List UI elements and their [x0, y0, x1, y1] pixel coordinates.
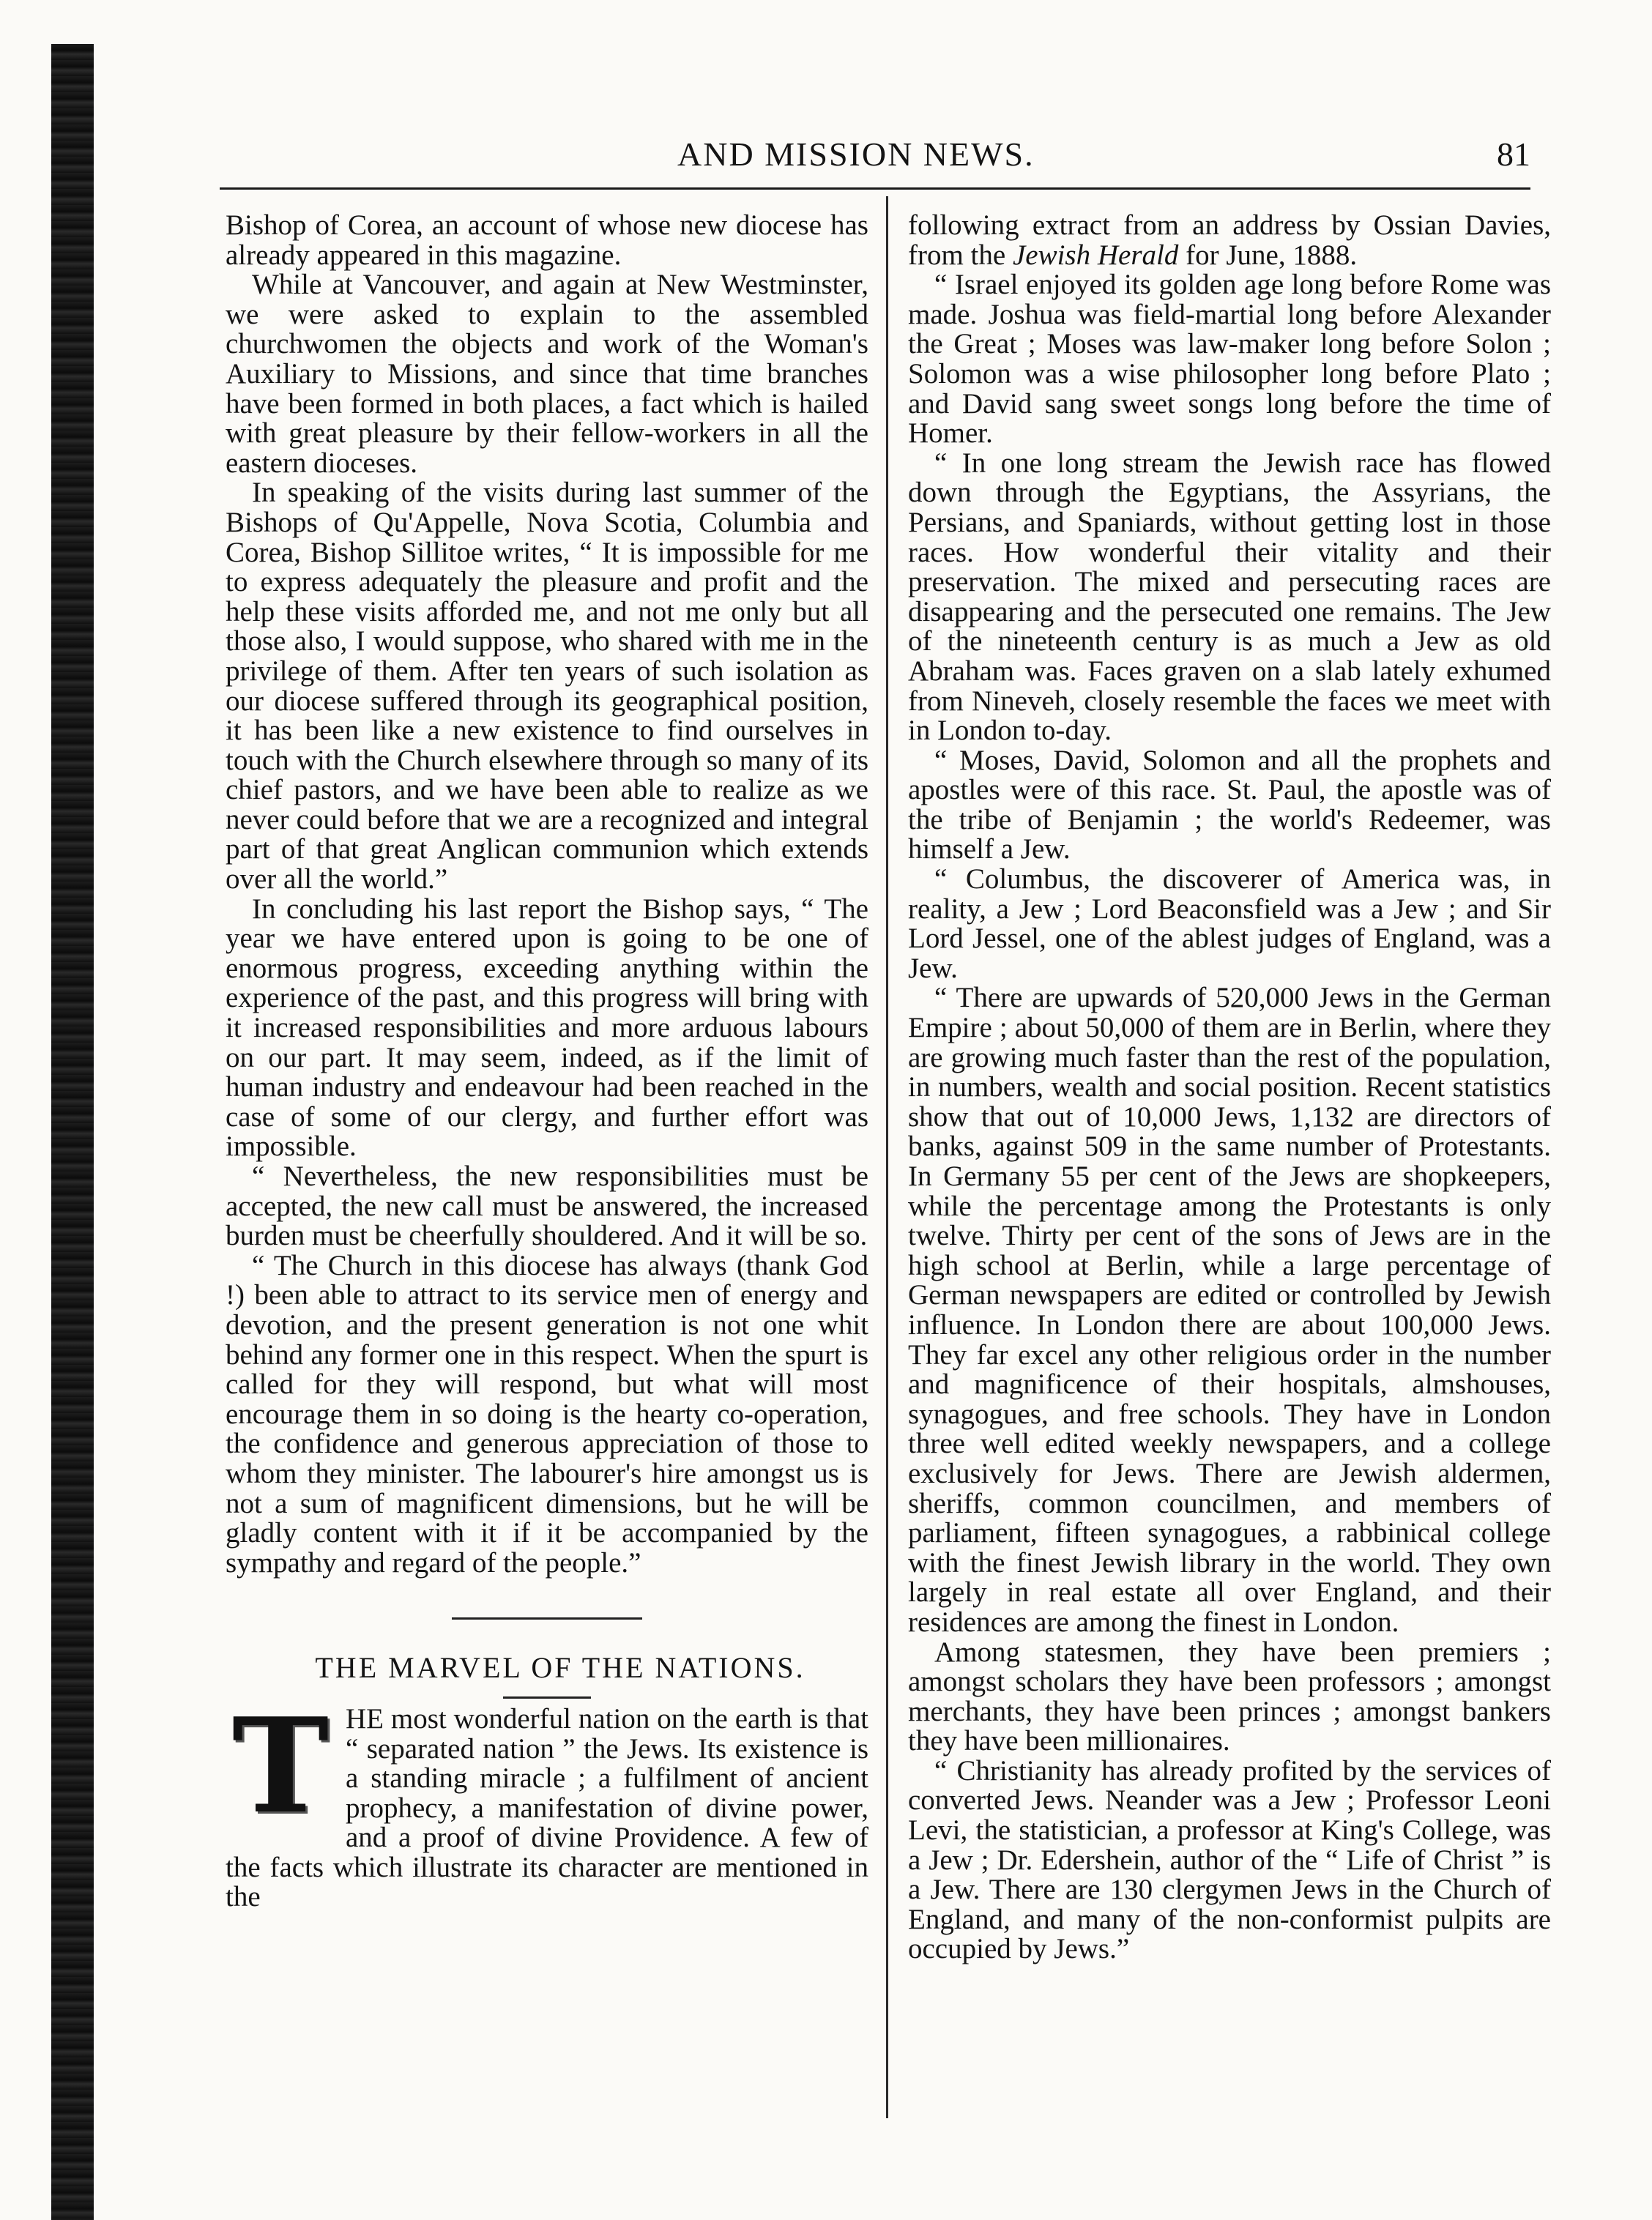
intro-paragraph — [908, 211, 1551, 270]
right-column — [908, 211, 1551, 1964]
paragraph: “ There are upwards of 520,000 Jews in the German Empire ; about 50,000 of them are in Berlin, where they are growing much faster than the rest of the population, in numbers, wealth and social position. Recent statistics show that out of 10,000 Jews, 1,132 are directors of banks, against 509 in the same number of Protestants. In Germany 55 per cent of the Jews are shopkeepers, while the percentage among the Protestants is only twelve. Thirty per cent of the sons of Jews are in the high school at Berlin, while a large percentage of German newspapers are edited or controlled by Jewish influence. In London there are about 100,000 Jews. They far excel any other religious order in the number and magnificence of their hospitals, almshouses, synagogues, and free schools. They have in London three well edited weekly newspapers, and a college exclusively for Jews. There are Jewish aldermen, sheriffs, common councilmen, and members of parliament, fifteen synagogues, a rabbinical college with the finest Jewish library in the world. They own largely in real estate all over England, and their residences are among the finest in London. — [908, 982, 1551, 1638]
intro-date: for June, 1888. — [1178, 239, 1358, 271]
paragraph: “ Nevertheless, the new responsibilities must be accepted, the new call must be answered, the increased burden must be cheerfully shouldered. And it will be so. — [226, 1161, 868, 1252]
paragraph: “ The Church in this diocese has always (thank God !) been able to attract to its service men of energy and devotion, and the present generation is not one whit behind any former one in this respect. When the spurt is called for they will respond, but what will most encourage them in so doing is the hearty co-operation, the confidence and generous appreciation of those to whom they minister. The labourer's hire amongst us is not a sum of magnificent dimensions, but he will be gladly content with it if it be accompanied by the sympathy and regard of the people.” — [226, 1249, 868, 1579]
drop-cap: T — [231, 1688, 330, 1842]
running-header — [220, 132, 1530, 183]
column-divider — [886, 196, 888, 2118]
source-title: Jewish Herald — [1012, 239, 1179, 271]
paragraph: Bishop of Corea, an account of whose new diocese has already appeared in this magazine. — [226, 209, 868, 271]
paragraph: In concluding his last report the Bishop says, “ The year we have entered upon is going to be one of enormous progress, exceeding anything within the experience of the past, and this progress will bring with it increased responsibilities and more arduous labours on our part. It may seem, indeed, as if the limit of human industry and endeavour had been reached in the case of some of our clergy, and further effort was impossible. — [226, 893, 868, 1163]
running-title: AND MISSION NEWS. — [677, 135, 1035, 173]
section-separator — [452, 1617, 642, 1620]
page-number: 81 — [1497, 135, 1530, 173]
paragraph: “ Israel enjoyed its golden age long before Rome was made. Joshua was field-martial long before Alexander the Great ; Moses was law-maker long before Solon ; Solomon was a wise philosopher long before Plato ; and David sang sweet songs long before the time of Homer. — [908, 269, 1551, 450]
paragraph: “ Columbus, the discoverer of America was, in reality, a Jew ; Lord Beaconsfield was a Jew ; and Sir Lord Jessel, one of the ablest judges of England, was a Jew. — [908, 863, 1551, 984]
paragraph: Among statesmen, they have been premiers ; amongst scholars they have been professors ; amongst merchants, they have been princes ; amongst bankers they have been millionaires. — [908, 1636, 1551, 1757]
paragraph: “ In one long stream the Jewish race has flowed down through the Egyptians, the Assyrians, the Persians, and Spaniards, without getting lost in those races. How wonderful their vitality and their preservation. The mixed and persecuting races are disappearing and the persecuted one remains. The Jew of the nineteenth century is as much a Jew as old Abraham was. Faces graven on a slab lately exhumed from Nineveh, closely resemble the faces we meet with in London to-day. — [908, 447, 1551, 747]
header-rule — [220, 187, 1530, 190]
book-binding-edge — [51, 44, 94, 2220]
intro-text: following extract from an address by Ossian Davies, from the — [908, 209, 1551, 271]
paragraph: “ Moses, David, Solomon and all the prophets and apostles were of this race. St. Paul, the apostle was of the tribe of Benjamin ; the world's Redeemer, was himself a Jew. — [908, 744, 1551, 865]
paragraph: While at Vancouver, and again at New Westminster, we were asked to explain to the assembled churchwomen the objects and work of the Woman's Auxiliary to Missions, and since that time branches have been formed in both places, a fact which is hailed with great pleasure by their fellow-workers in all the eastern dioceses. — [226, 269, 868, 479]
article-opening: HE most wonderful nation on the earth is that “ separated nation ” the Jews. Its existence is a standing miracle ; a fulfilment of ancient prophecy, a manifestation of divine power, and a proof of divine Providence. A few of the facts which illustrate its character are mentioned in the — [226, 1702, 868, 1913]
article-heading: THE MARVEL OF THE NATIONS. — [315, 1651, 805, 1685]
left-column — [226, 211, 868, 1912]
paragraph: “ Christianity has already profited by the services of converted Jews. Neander was a Jew ; Professor Leoni Levi, the statistician, a professor at King's College, was a Jew ; Dr. Edershein, author of the “ Life of Christ ” is a Jew. There are 130 clergymen Jews in the Church of England, and many of the non-conformist pulpits are occupied by Jews.” — [908, 1754, 1551, 1965]
heading-underline — [503, 1696, 591, 1699]
paragraph: In speaking of the visits during last summer of the Bishops of Qu'Appelle, Nova Scotia, Columbia and Corea, Bishop Sillitoe writes, “ It is impossible for me to express adequately the pleasure and profit and the help these visits afforded me, and not me only but all those also, I would suppose, who shared with me in the privilege of them. After ten years of such isolation as our diocese suffered through its geographical position, it has been like a new existence to find ourselves in touch with the Church elsewhere through so many of its chief pastors, and we have been able to realize as we never could before that we are a recognized and integral part of that great Anglican communion which extends over all the world.” — [226, 477, 868, 895]
